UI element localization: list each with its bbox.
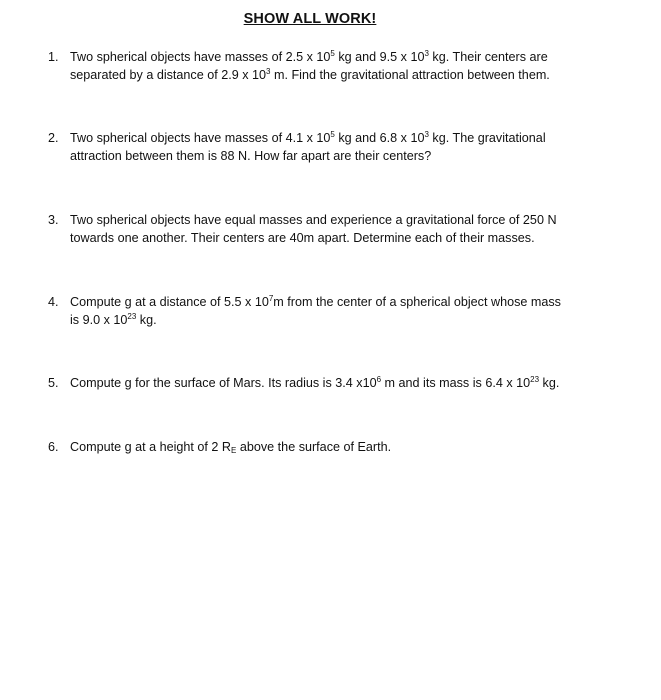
question-5 [48,374,608,392]
question-text [70,211,608,247]
question-line-1 [70,293,608,311]
question-line-2 [70,66,608,84]
text-segment: above the surface of Earth. [236,440,392,454]
question-text [70,129,608,165]
exponent: 5 [330,130,335,139]
question-line-2 [70,147,608,165]
text-segment: Compute g at a height of 2 R [70,440,232,454]
text-segment: kg. Their centers are [428,50,548,64]
question-number: 4. [48,295,59,309]
text-segment: Compute g at a distance of 5.5 x 10 [70,295,269,309]
question-line-1 [70,211,608,229]
exponent: 3 [424,130,429,139]
question-2 [48,129,608,165]
question-line-2 [70,311,608,329]
exponent: 3 [266,67,271,76]
text-segment: Two spherical objects have equal masses and experience a gravitational force of 250 N [70,213,557,227]
question-line-1 [70,48,608,66]
text-segment: m and its mass is 6.4 x 10 [381,376,531,390]
exponent: 3 [424,49,429,58]
text-segment: is 9.0 x 10 [70,313,128,327]
exponent: 23 [530,375,540,384]
text-segment: attraction between them is 88 N. How far apart are their centers? [70,149,432,163]
question-1 [48,48,608,84]
text-segment: kg. [539,376,560,390]
text-segment: towards one another. Their centers are 40m apart. Determine each of their masses. [70,231,535,245]
question-text [70,438,608,456]
exponent: 5 [330,49,335,58]
text-segment: separated by a distance of 2.9 x 10 [70,68,267,82]
question-text [70,374,608,392]
text-segment: Two spherical objects have masses of 4.1 x 10 [70,131,331,145]
question-number: 6. [48,440,59,454]
question-line-1 [70,374,608,392]
question-number: 5. [48,376,59,390]
question-line-1 [70,438,608,456]
text-segment: kg and 6.8 x 10 [334,131,425,145]
question-3 [48,211,608,247]
question-text [70,293,608,329]
exponent: 6 [376,375,382,384]
page-title: SHOW ALL WORK! [243,11,377,27]
question-4 [48,293,608,329]
subscript: E [231,446,237,455]
text-segment: m. Find the gravitational attraction between them. [270,68,550,82]
text-segment: Two spherical objects have masses of 2.5 x 10 [70,50,331,64]
text-segment: kg and 9.5 x 10 [334,50,425,64]
question-text [70,48,608,84]
text-segment: kg. The gravitational [428,131,546,145]
exponent: 23 [127,312,137,321]
question-number: 1. [48,50,59,64]
question-line-1 [70,129,608,147]
question-6 [48,438,608,456]
exponent: 7 [268,294,274,303]
text-segment: m from the center of a spherical object whose mass [273,295,561,309]
text-segment: kg. [136,313,157,327]
text-segment: Compute g for the surface of Mars. Its radius is 3.4 x10 [70,376,377,390]
question-number: 3. [48,213,59,227]
question-number: 2. [48,131,59,145]
question-line-2 [70,229,608,247]
